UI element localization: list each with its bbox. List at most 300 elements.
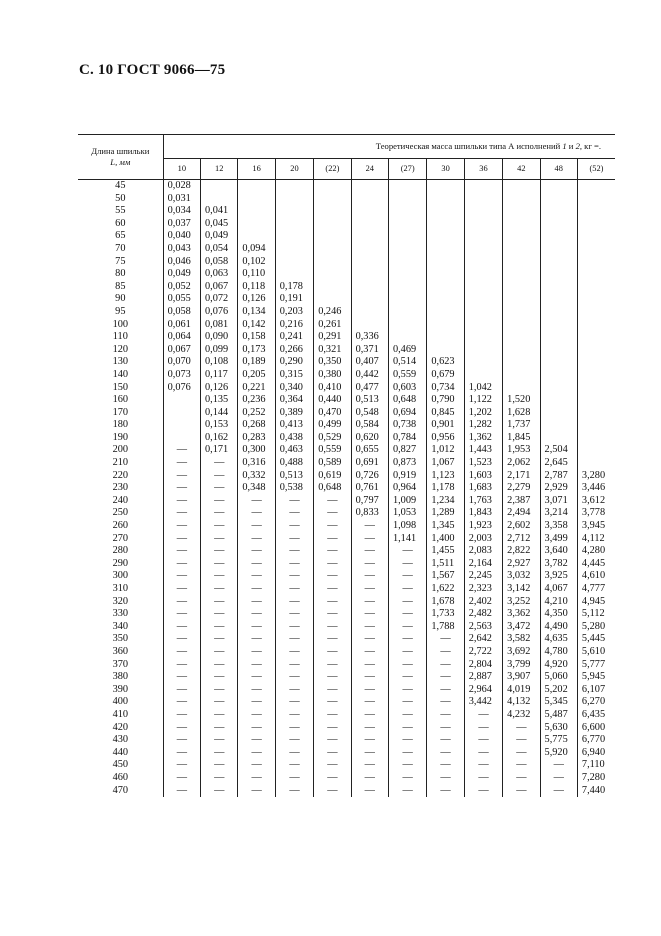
mass-cell [577, 306, 615, 319]
mass-cell: 0,734 [427, 382, 464, 395]
mass-cell: — [163, 696, 200, 709]
mass-cell: 1,953 [503, 444, 540, 457]
mass-cell [238, 193, 275, 206]
mass-cell: 0,058 [163, 306, 200, 319]
mass-cell: 0,052 [163, 281, 200, 294]
mass-cell: — [163, 444, 200, 457]
table-row [78, 633, 615, 646]
mass-cell [388, 230, 426, 243]
mass-cell: 1,009 [388, 495, 426, 508]
mass-cell: — [388, 684, 426, 697]
mass-cell: 1,733 [427, 608, 464, 621]
mass-cell: 3,142 [503, 583, 540, 596]
table-row [78, 218, 615, 231]
length-cell: 380 [112, 671, 129, 683]
mass-cell: 0,144 [201, 407, 238, 420]
mass-cell: 3,799 [503, 659, 540, 672]
mass-cell [464, 193, 502, 206]
mass-cell: — [351, 570, 388, 583]
mass-cell: 0,134 [238, 306, 275, 319]
length-cell: 140 [112, 368, 129, 380]
mass-cell: — [275, 533, 313, 546]
length-cell: 420 [112, 721, 129, 733]
mass-cell: — [163, 646, 200, 659]
mass-cell: — [314, 709, 351, 722]
mass-cell: 0,034 [163, 205, 200, 218]
mass-cell: — [238, 785, 275, 798]
table-row [78, 230, 615, 243]
mass-cell [238, 230, 275, 243]
length-cell: 390 [112, 683, 129, 695]
mass-cell: — [275, 734, 313, 747]
mass-cell: — [163, 520, 200, 533]
length-cell: 160 [112, 394, 129, 406]
mass-cell: 1,923 [464, 520, 502, 533]
mass-cell: 0,619 [314, 470, 351, 483]
mass-cell: — [238, 621, 275, 634]
mass-cell [388, 180, 426, 193]
mass-cell: — [201, 785, 238, 798]
length-cell: 460 [112, 771, 129, 783]
mass-cell [275, 256, 313, 269]
mass-cell [351, 281, 388, 294]
mass-cell: 2,712 [503, 533, 540, 546]
mass-cell: 5,280 [577, 621, 615, 634]
mass-cell: 0,380 [314, 369, 351, 382]
mass-cell: 5,112 [577, 608, 615, 621]
mass-cell: 0,049 [201, 230, 238, 243]
mass-cell: 0,055 [163, 293, 200, 306]
mass-cell [388, 193, 426, 206]
mass-cell: 1,622 [427, 583, 464, 596]
mass-cell: 5,630 [540, 722, 577, 735]
mass-cell: 1,603 [464, 470, 502, 483]
mass-cell: — [464, 722, 502, 735]
mass-cell [540, 205, 577, 218]
mass-cell: — [464, 709, 502, 722]
mass-cell: 0,073 [163, 369, 200, 382]
mass-cell [388, 268, 426, 281]
mass-cell: — [351, 772, 388, 785]
mass-cell: 5,345 [540, 696, 577, 709]
mass-cell: 0,216 [275, 319, 313, 332]
length-cell: 250 [112, 507, 129, 519]
mass-cell: — [275, 495, 313, 508]
mass-cell: 0,126 [201, 382, 238, 395]
mass-cell: — [163, 558, 200, 571]
mass-cell: — [201, 583, 238, 596]
table-row [78, 684, 615, 697]
mass-cell [577, 205, 615, 218]
mass-cell: 2,887 [464, 671, 502, 684]
mass-cell: 0,470 [314, 407, 351, 420]
mass-cell: — [275, 570, 313, 583]
mass-cell [351, 243, 388, 256]
mass-cell: — [314, 570, 351, 583]
mass-cell: 0,648 [314, 482, 351, 495]
mass-cell [540, 193, 577, 206]
mass-cell: 1,567 [427, 570, 464, 583]
mass-cell [275, 193, 313, 206]
mass-cell: 0,477 [351, 382, 388, 395]
mass-cell: 0,679 [427, 369, 464, 382]
length-cell: 430 [112, 734, 129, 746]
mass-cell: 0,241 [275, 331, 313, 344]
mass-cell: 0,738 [388, 419, 426, 432]
mass-cell [388, 243, 426, 256]
mass-cell: 5,775 [540, 734, 577, 747]
table-row [78, 507, 615, 520]
table-row [78, 256, 615, 269]
mass-cell: 0,440 [314, 394, 351, 407]
mass-cell [540, 218, 577, 231]
mass-cell: 1,282 [464, 419, 502, 432]
mass-cell: — [238, 659, 275, 672]
mass-cell [275, 230, 313, 243]
mass-cell: 0,221 [238, 382, 275, 395]
mass-cell: — [388, 759, 426, 772]
length-cell: 60 [115, 217, 126, 229]
length-column-header [78, 135, 163, 180]
mass-cell [427, 281, 464, 294]
mass-cell: 2,494 [503, 507, 540, 520]
mass-cell: — [163, 482, 200, 495]
mass-cell: — [314, 671, 351, 684]
mass-cell: 1,067 [427, 457, 464, 470]
table-row [78, 520, 615, 533]
mass-cell: — [238, 772, 275, 785]
mass-cell [503, 306, 540, 319]
mass-cell: — [275, 684, 313, 697]
mass-cell [275, 243, 313, 256]
mass-cell [540, 394, 577, 407]
mass-cell: 7,110 [577, 759, 615, 772]
mass-cell: 5,202 [540, 684, 577, 697]
mass-cell: — [163, 785, 200, 798]
mass-cell: 0,964 [388, 482, 426, 495]
mass-cell: — [275, 520, 313, 533]
mass-cell: — [351, 671, 388, 684]
mass-cell: 2,927 [503, 558, 540, 571]
mass-cell [351, 268, 388, 281]
mass-cell: 0,126 [238, 293, 275, 306]
mass-cell: 2,003 [464, 533, 502, 546]
mass-cell: 0,513 [275, 470, 313, 483]
mass-cell: — [275, 659, 313, 672]
mass-cell: 0,348 [238, 482, 275, 495]
diameter-header: 30 [427, 159, 464, 180]
table-row [78, 319, 615, 332]
mass-cell [314, 256, 351, 269]
mass-cell [540, 407, 577, 420]
length-cell: 220 [112, 469, 129, 481]
mass-cell [275, 205, 313, 218]
length-cell: 230 [112, 482, 129, 494]
mass-cell: 0,761 [351, 482, 388, 495]
diameter-header: 12 [201, 159, 238, 180]
mass-cell [503, 356, 540, 369]
mass-cell: — [201, 646, 238, 659]
mass-cell: — [388, 545, 426, 558]
mass-cell [314, 281, 351, 294]
mass-cell [351, 230, 388, 243]
mass-cell [464, 268, 502, 281]
mass-cell [388, 256, 426, 269]
diameter-header: 36 [464, 159, 502, 180]
mass-cell: 3,612 [577, 495, 615, 508]
mass-cell [503, 293, 540, 306]
mass-cell: 0,162 [201, 432, 238, 445]
mass-cell: — [464, 747, 502, 760]
mass-cell: 1,400 [427, 533, 464, 546]
mass-cell: 0,054 [201, 243, 238, 256]
mass-cell: 0,413 [275, 419, 313, 432]
mass-cell [314, 268, 351, 281]
length-cell: 120 [112, 343, 129, 355]
mass-cell: 0,063 [201, 268, 238, 281]
table-row [78, 407, 615, 420]
mass-cell: — [388, 747, 426, 760]
mass-cell: — [201, 772, 238, 785]
mass-cell: 1,845 [503, 432, 540, 445]
mass-cell: — [351, 659, 388, 672]
mass-cell: — [314, 633, 351, 646]
mass-cell: 2,642 [464, 633, 502, 646]
mass-cell: — [238, 709, 275, 722]
mass-cell: — [201, 621, 238, 634]
mass-cell: 0,040 [163, 230, 200, 243]
mass-cell: 4,019 [503, 684, 540, 697]
mass-cell: 6,600 [577, 722, 615, 735]
mass-cell: 2,563 [464, 621, 502, 634]
table-row [78, 722, 615, 735]
table-row [78, 533, 615, 546]
mass-cell: 0,559 [388, 369, 426, 382]
mass-cell: 5,060 [540, 671, 577, 684]
mass-cell: 4,210 [540, 596, 577, 609]
mass-cell: 0,067 [163, 344, 200, 357]
mass-cell: — [201, 608, 238, 621]
mass-cell: — [503, 772, 540, 785]
mass-cell: — [388, 608, 426, 621]
table-row [78, 382, 615, 395]
mass-cell: 2,964 [464, 684, 502, 697]
diameter-header: (22) [314, 159, 351, 180]
mass-cell: 1,345 [427, 520, 464, 533]
mass-cell: 1,628 [503, 407, 540, 420]
mass-cell: 0,694 [388, 407, 426, 420]
mass-cell: 4,635 [540, 633, 577, 646]
table-row [78, 281, 615, 294]
mass-cell: — [351, 608, 388, 621]
mass-cell: — [388, 558, 426, 571]
mass-cell: 0,726 [351, 470, 388, 483]
mass-cell: — [351, 646, 388, 659]
mass-cell [314, 243, 351, 256]
mass-cell: — [275, 747, 313, 760]
mass-cell [503, 230, 540, 243]
diameter-header: 10 [163, 159, 200, 180]
mass-cell: 0,410 [314, 382, 351, 395]
mass-cell: 0,058 [201, 256, 238, 269]
mass-cell [464, 356, 502, 369]
mass-cell: — [427, 696, 464, 709]
mass-cell: — [314, 621, 351, 634]
length-cell: 75 [115, 255, 126, 267]
mass-cell: 5,945 [577, 671, 615, 684]
mass-cell [540, 344, 577, 357]
mass-cell: 0,833 [351, 507, 388, 520]
mass-cell: 2,787 [540, 470, 577, 483]
mass-cell: — [201, 570, 238, 583]
diameter-header: 20 [275, 159, 313, 180]
mass-cell: — [464, 759, 502, 772]
mass-cell: 0,118 [238, 281, 275, 294]
mass-cell: 4,920 [540, 659, 577, 672]
length-cell: 50 [115, 192, 126, 204]
mass-cell: 7,280 [577, 772, 615, 785]
mass-cell: — [314, 545, 351, 558]
table-row [78, 205, 615, 218]
mass-cell [503, 268, 540, 281]
mass-cell: — [201, 734, 238, 747]
mass-cell: 5,920 [540, 747, 577, 760]
mass-cell: — [163, 596, 200, 609]
mass-cell: 0,790 [427, 394, 464, 407]
mass-cell: — [388, 772, 426, 785]
mass-cell: 0,135 [201, 394, 238, 407]
mass-cell: — [201, 470, 238, 483]
mass-cell [540, 268, 577, 281]
mass-cell: — [201, 596, 238, 609]
mass-cell: 2,245 [464, 570, 502, 583]
mass-cell: — [238, 570, 275, 583]
mass-cell: 0,589 [314, 457, 351, 470]
mass-cell [314, 193, 351, 206]
mass-cell: 2,164 [464, 558, 502, 571]
mass-cell: — [238, 633, 275, 646]
mass-cell: 0,031 [163, 193, 200, 206]
mass-cell: — [314, 772, 351, 785]
mass-cell: 2,402 [464, 596, 502, 609]
mass-cell [540, 306, 577, 319]
mass-cell: — [464, 772, 502, 785]
mass-cell [314, 218, 351, 231]
mass-cell: — [388, 570, 426, 583]
mass-cell: — [314, 684, 351, 697]
table-row [78, 621, 615, 634]
mass-cell: 4,945 [577, 596, 615, 609]
mass-cell [577, 331, 615, 344]
mass-cell: — [314, 520, 351, 533]
mass-cell: — [351, 533, 388, 546]
mass-cell: 0,513 [351, 394, 388, 407]
mass-cell: 0,321 [314, 344, 351, 357]
table-body [78, 180, 615, 798]
mass-cell: 0,350 [314, 356, 351, 369]
mass-cell: 6,435 [577, 709, 615, 722]
mass-cell: 0,099 [201, 344, 238, 357]
mass-cell: 4,610 [577, 570, 615, 583]
table-row [78, 482, 615, 495]
table-row [78, 193, 615, 206]
mass-cell: 0,046 [163, 256, 200, 269]
mass-cell [388, 293, 426, 306]
mass-cell: 1,678 [427, 596, 464, 609]
mass-cell: — [314, 495, 351, 508]
mass-cell: 1,683 [464, 482, 502, 495]
mass-cell [314, 230, 351, 243]
mass-cell: 3,472 [503, 621, 540, 634]
mass-cell: 1,098 [388, 520, 426, 533]
mass-cell [577, 394, 615, 407]
mass-cell: 3,778 [577, 507, 615, 520]
mass-cell: 3,640 [540, 545, 577, 558]
mass-cell: — [163, 608, 200, 621]
mass-cell: 2,482 [464, 608, 502, 621]
mass-cell: — [314, 722, 351, 735]
mass-cell: 3,362 [503, 608, 540, 621]
mass-cell [464, 243, 502, 256]
mass-cell [577, 230, 615, 243]
mass-cell: — [388, 596, 426, 609]
mass-cell: — [314, 696, 351, 709]
mass-cell: — [275, 558, 313, 571]
mass-cell: — [238, 533, 275, 546]
mass-cell [351, 193, 388, 206]
mass-cell: — [201, 533, 238, 546]
mass-cell: — [388, 583, 426, 596]
length-cell: 170 [112, 406, 129, 418]
mass-cell: 4,780 [540, 646, 577, 659]
mass-cell: — [275, 709, 313, 722]
mass-cell: — [427, 684, 464, 697]
mass-cell: 4,067 [540, 583, 577, 596]
mass-cell: 0,300 [238, 444, 275, 457]
length-cell: 270 [112, 532, 129, 544]
mass-cell [503, 180, 540, 193]
mass-cell: — [238, 495, 275, 508]
mass-cell: 6,107 [577, 684, 615, 697]
mass-cell: 0,919 [388, 470, 426, 483]
length-cell: 55 [115, 205, 126, 217]
mass-cell [388, 319, 426, 332]
mass-cell: — [163, 621, 200, 634]
mass-cell: 0,205 [238, 369, 275, 382]
mass-cell: — [163, 457, 200, 470]
mass-cell: — [238, 608, 275, 621]
mass-cell [427, 193, 464, 206]
mass-cell: 0,266 [275, 344, 313, 357]
mass-cell: 0,291 [314, 331, 351, 344]
mass-cell [577, 356, 615, 369]
mass-cell: 0,110 [238, 268, 275, 281]
mass-cell: 1,455 [427, 545, 464, 558]
mass-cell: 4,280 [577, 545, 615, 558]
mass-cell: 1,042 [464, 382, 502, 395]
table-row [78, 747, 615, 760]
mass-cell: — [540, 759, 577, 772]
mass-cell: — [238, 696, 275, 709]
mass-cell [540, 256, 577, 269]
mass-cell: — [388, 709, 426, 722]
diameter-header: 24 [351, 159, 388, 180]
mass-cell: 0,784 [388, 432, 426, 445]
mass-cell [503, 205, 540, 218]
mass-cell: — [503, 734, 540, 747]
mass-cell: — [238, 558, 275, 571]
mass-cell: — [275, 696, 313, 709]
